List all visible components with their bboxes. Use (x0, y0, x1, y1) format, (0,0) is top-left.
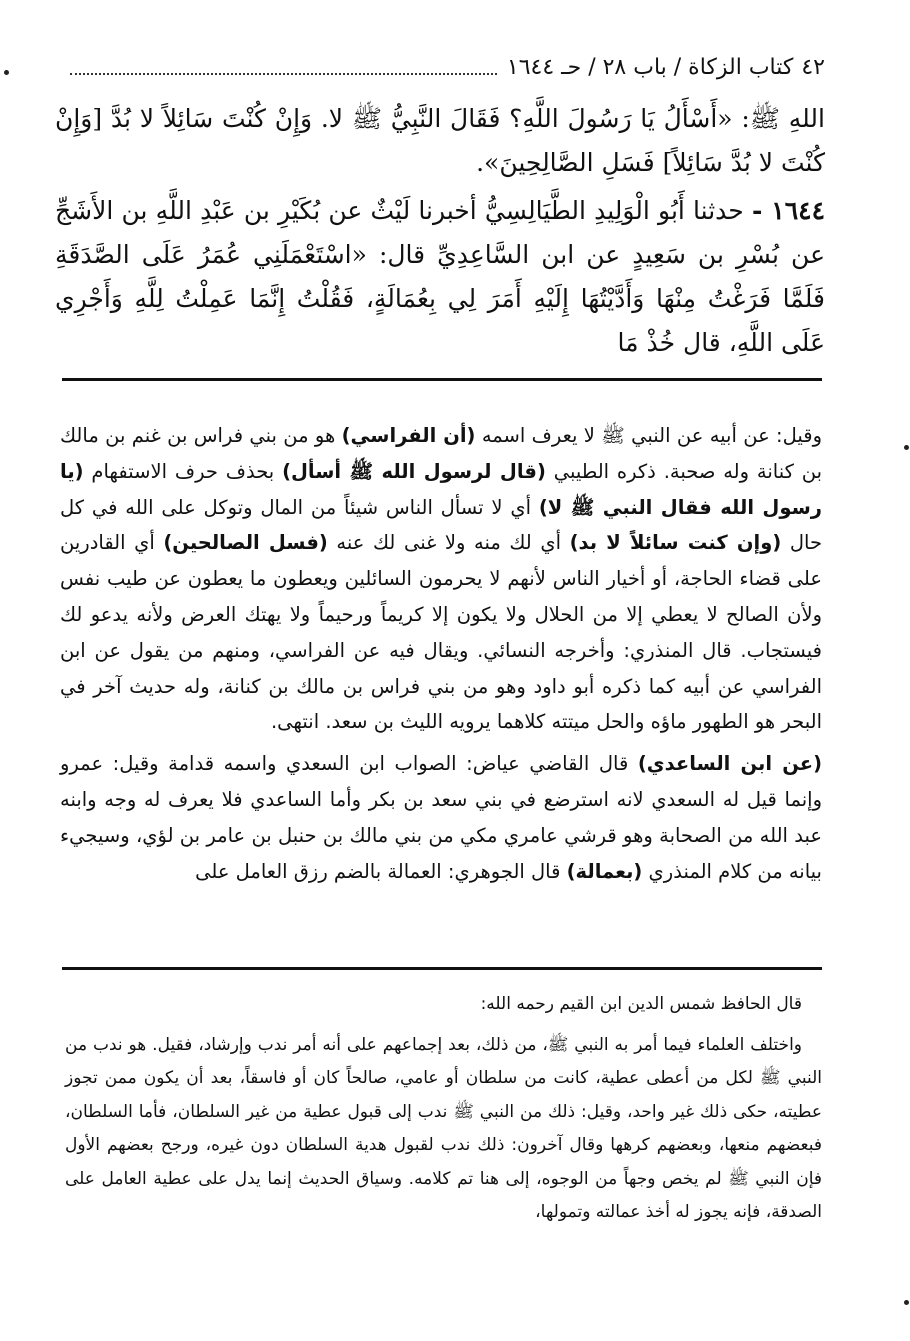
quoted-matn: (فسل الصالحين) (163, 531, 328, 555)
commentary-paragraph-1 (60, 418, 822, 740)
commentary-text: قال القاضي عياض: الصواب ابن السعدي واسمه قدامة وقيل: عمرو وإنما قيل له السعدي لانه استرضع في بني سعد بن بكر وأما الساعدي فلا يعرف له وجه وابنه عبد الله من الصحابة وهو قرشي عامري مكي من بني مالك بن حنبل بن عامر بن لؤي، وسيجيء بيانه من كلام المنذري (60, 752, 822, 883)
leader-dots (70, 59, 497, 75)
running-title: كتاب الزكاة / باب ٢٨ / حـ ١٦٤٤ (506, 54, 794, 80)
commentary-text: قال الجوهري: العمالة بالضم رزق العامل على (195, 859, 567, 883)
commentary-text: هو من بني فراس بن غنم بن مالك بن كنانة وله صحبة. ذكره الطيبي (60, 424, 822, 483)
commentary-text: بحذف حرف الاستفهام (83, 459, 283, 483)
hadith-text-block (55, 97, 825, 365)
quoted-matn: (وإن كنت سائلاً لا بد) (569, 531, 782, 555)
section-divider (62, 378, 822, 381)
commentary-paragraph-2 (60, 746, 822, 889)
commentary-block (60, 418, 822, 889)
quoted-matn: (أن الفراسي) (341, 424, 476, 447)
quoted-matn: (عن ابن الساعدي) (637, 752, 822, 776)
ibn-qayyim-note (65, 988, 822, 1230)
hadith-1644-text: حدثنا أَبُو الْوَلِيدِ الطَّيَالِسِيُّ أخبرنا لَيْثٌ عن بُكَيْرِ بن عَبْدِ اللَّهِ بن الأَشَجِّ عن بُسْرِ بن سَعِيدٍ عن ابن السَّاعِدِيِّ قال: «اسْتَعْمَلَنِي عُمَرُ عَلَى الصَّدَقَةِ فَلَمَّا فَرَغْتُ مِنْهَا وَأَدَّيْتُهَا إِلَيْهِ أَمَرَ لِي بِعُمَالَةٍ، فَقُلْتُ إِنَّمَا عَمِلْتُ لِلَّهِ وَأَجْرِي عَلَى اللَّهِ، قال خُذْ مَا (55, 196, 825, 357)
commentary-text: أي لك منه ولا غنى لك عنه (327, 531, 570, 555)
quoted-matn: (يا رسول الله فقال النبي ﷺ لا) (60, 459, 822, 519)
page-number: ٤٢ (801, 54, 825, 80)
commentary-text: أي القادرين على قضاء الحاجة، أو أخيار الناس لأنهم لا يحرمون السائلين ويعطون ما يعطون عن طيب نفس ولأن الصالح لا يعطي إلا من الحلال ولا يكون إلا كريماً ورحيماً ولا يهتك العرض ولأنه يدعو لك فيستجاب. قال المنذري: وأخرجه النسائي. ويقال فيه عن الفراسي، ومنهم من يقول عن ابن الفراسي عن أبيه كما ذكره أبو داود وهو من بني فراس بن مالك بن كنانة، وله حديث آخر في البحر هو الطهور ماؤه والحل ميتته كلاهما يرويه الليث بن سعد. انتهى. (60, 531, 822, 734)
quoted-matn: (بعمالة) (566, 859, 643, 883)
ibn-qayyim-body: واختلف العلماء فيما أمر به النبي ﷺ، من ذلك، بعد إجماعهم على أنه أمر ندب وإرشاد، فقيل. هو ندب من النبي ﷺ لكل من أعطى عطية، كانت من سلطان أو عامي، صالحاً كان أو فاسقاً، بعد أن يكون ممن تجوز عطيته، حكى ذلك غير واحد، وقيل: ذلك من النبي ﷺ ندب إلى قبول عطية من غير السلطان، فأما السلطان، فبعضهم منعها، وبعضهم كرهها وقال آخرون: ذلك ندب لقبول هدية السلطان دون غيره، ورجح بعضهم الأول فإن النبي ﷺ لم يخص وجهاً من الوجوه، إلى هنا تم كلامه. وسياق الحديث إنما يدل على عطية العامل على الصدقة، فإنه يجوز له أخذ عمالته وتمولها، (65, 1034, 822, 1222)
hadith-1644 (55, 189, 825, 365)
quoted-matn: (قال لرسول الله ﷺ أسأل) (282, 459, 546, 483)
section-divider (62, 967, 822, 970)
commentary-text: أي لا تسأل الناس شيئاً من المال وتوكل على الله في كل حال (60, 495, 822, 555)
commentary-text: وقيل: عن أبيه عن النبي ﷺ لا يعرف اسمه (475, 424, 823, 447)
margin-mark (904, 1300, 909, 1305)
ibn-qayyim-title: قال الحافظ شمس الدين ابن القيم رحمه الله: (480, 994, 802, 1014)
previous-hadith-ending: اللهِ ﷺ: «أَسْأَلُ يَا رَسُولَ اللَّهِ؟ فَقَالَ النَّبِيُّ ﷺ لا. وَإِنْ كُنْتَ سَائِلاً لا بُدَّ [وَإِنْ كُنْتَ لا بُدَّ سَائِلاً] فَسَلِ الصَّالِحِينَ». (55, 104, 825, 177)
page-header (60, 50, 825, 84)
hadith-number: ١٦٤٤ - (751, 196, 825, 225)
margin-mark (904, 445, 909, 450)
margin-mark (4, 70, 9, 75)
